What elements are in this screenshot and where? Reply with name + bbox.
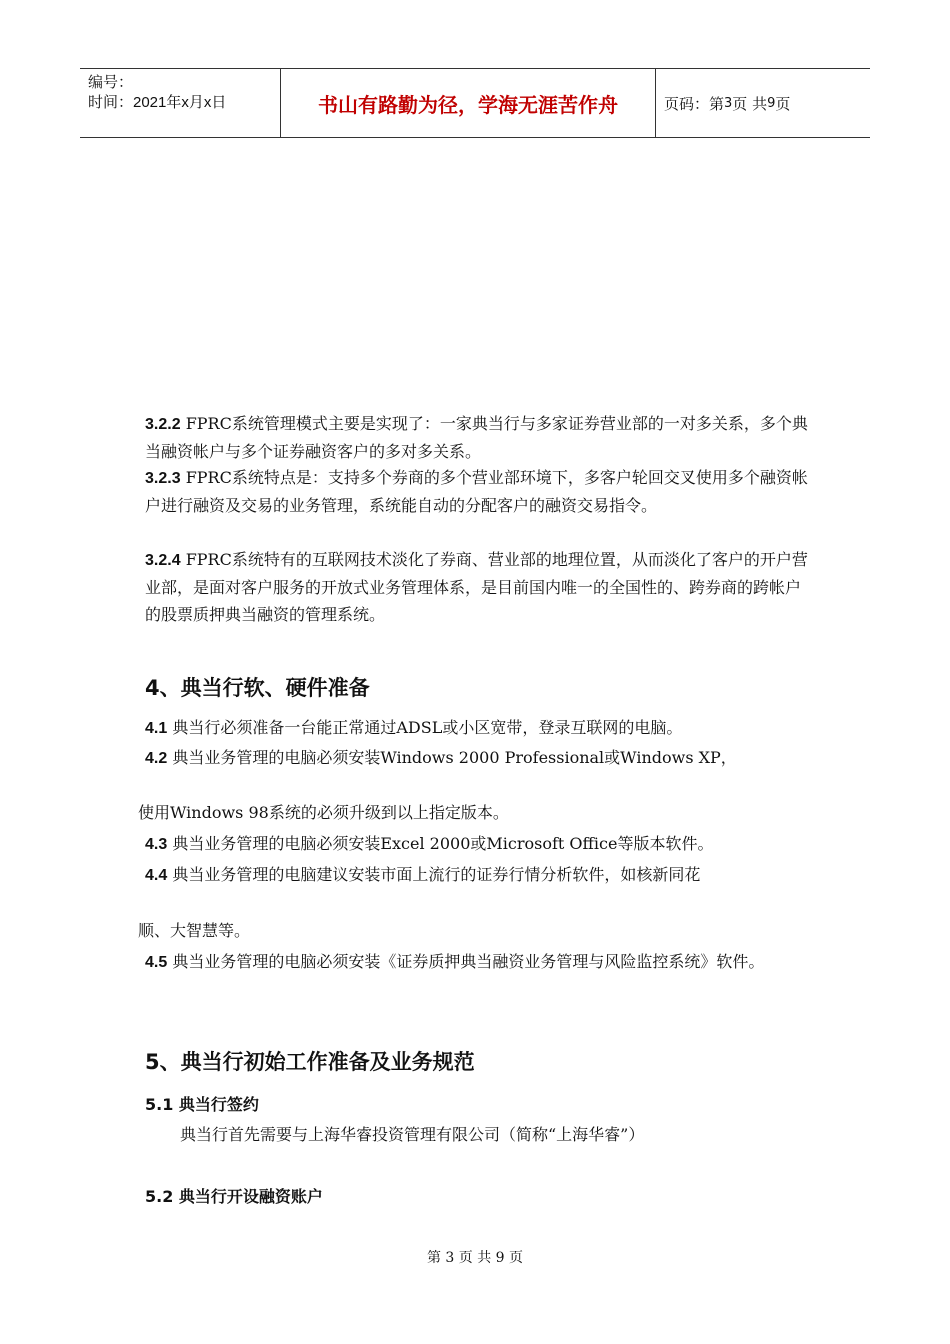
- paragraph-4-3: [145, 830, 813, 858]
- section-5-1-heading: 5.1 典当行签约: [145, 1095, 259, 1114]
- header-meta: [88, 73, 278, 113]
- clause-number: 4.1: [145, 720, 168, 737]
- clause-number: 4.5: [145, 954, 168, 971]
- clause-text: 典当业务管理的电脑必须安装Excel 2000或Microsoft Office等版本软件。: [172, 834, 714, 853]
- header-motto-cell: [280, 69, 656, 137]
- paragraph-4-2: [145, 744, 845, 772]
- paragraph-5-1: 典当行首先需要与上海华睿投资管理有限公司（简称“上海华睿”）: [180, 1125, 645, 1144]
- section-5-heading: 5、典当行初始工作准备及业务规范: [145, 1050, 475, 1074]
- clause-number: 3.2.3: [145, 470, 181, 487]
- page-header: [80, 68, 870, 138]
- clause-text: 典当业务管理的电脑必须安装Windows 2000 Professional或Windows XP，: [172, 748, 737, 767]
- paragraph-3-2-3: [145, 464, 813, 519]
- paragraph-3-2-2: [145, 410, 813, 465]
- paragraph-3-2-4: [145, 546, 813, 628]
- section-5-2-heading: 5.2 典当行开设融资账户: [145, 1187, 323, 1206]
- section-4-heading: 4、典当行软、硬件准备: [145, 676, 370, 700]
- page-end-label: 页: [775, 94, 791, 113]
- paragraph-4-2-continued: 使用Windows 98系统的必须升级到以上指定版本。: [138, 803, 509, 822]
- page-number: 3: [724, 95, 733, 111]
- clause-text: 典当行必须准备一台能正常通过ADSL或小区宽带，登录互联网的电脑。: [172, 718, 683, 737]
- header-motto: 书山有路勤为径，学海无涯苦作舟: [318, 92, 618, 117]
- page-mid-label: 页 共: [732, 94, 768, 113]
- page-total: 9: [767, 95, 776, 111]
- clause-number: 3.2.2: [145, 416, 181, 433]
- paragraph-4-1: [145, 714, 813, 742]
- clause-text: 典当业务管理的电脑建议安装市面上流行的证券行情分析软件，如核新同花: [172, 865, 701, 884]
- document-time-label: 时间：2021年x月x日: [88, 94, 227, 111]
- paragraph-4-5: [145, 948, 845, 976]
- document-number-label: 编号：: [88, 74, 134, 91]
- page-label: 页码：第: [664, 94, 725, 113]
- clause-text: 典当业务管理的电脑必须安装《证券质押典当融资业务管理与风险监控系统》软件。: [172, 952, 765, 971]
- page-footer: 第 3 页 共 9 页: [426, 1250, 524, 1266]
- clause-text: FPRC系统特点是：支持多个券商的多个营业部环境下，多客户轮回交叉使用多个融资帐户进行融资及交易的业务管理，系统能自动的分配客户的融资交易指令。: [145, 468, 808, 515]
- clause-number: 3.2.4: [145, 552, 181, 569]
- paragraph-4-4-continued: 顺、大智慧等。: [138, 921, 251, 940]
- clause-number: 4.3: [145, 836, 168, 853]
- paragraph-4-4: [145, 861, 845, 889]
- clause-text: FPRC系统管理模式主要是实现了：一家典当行与多家证券营业部的一对多关系，多个典当融资帐户与多个证券融资客户的多对多关系。: [145, 414, 808, 461]
- clause-number: 4.2: [145, 750, 168, 767]
- clause-text: FPRC系统特有的互联网技术淡化了券商、营业部的地理位置，从而淡化了客户的开户营业部，是面对客户服务的开放式业务管理体系，是目前国内唯一的全国性的、跨券商的跨帐户的股票质押典当融资的管理系统。: [145, 550, 808, 624]
- clause-number: 4.4: [145, 867, 168, 884]
- header-page-info: [664, 69, 790, 137]
